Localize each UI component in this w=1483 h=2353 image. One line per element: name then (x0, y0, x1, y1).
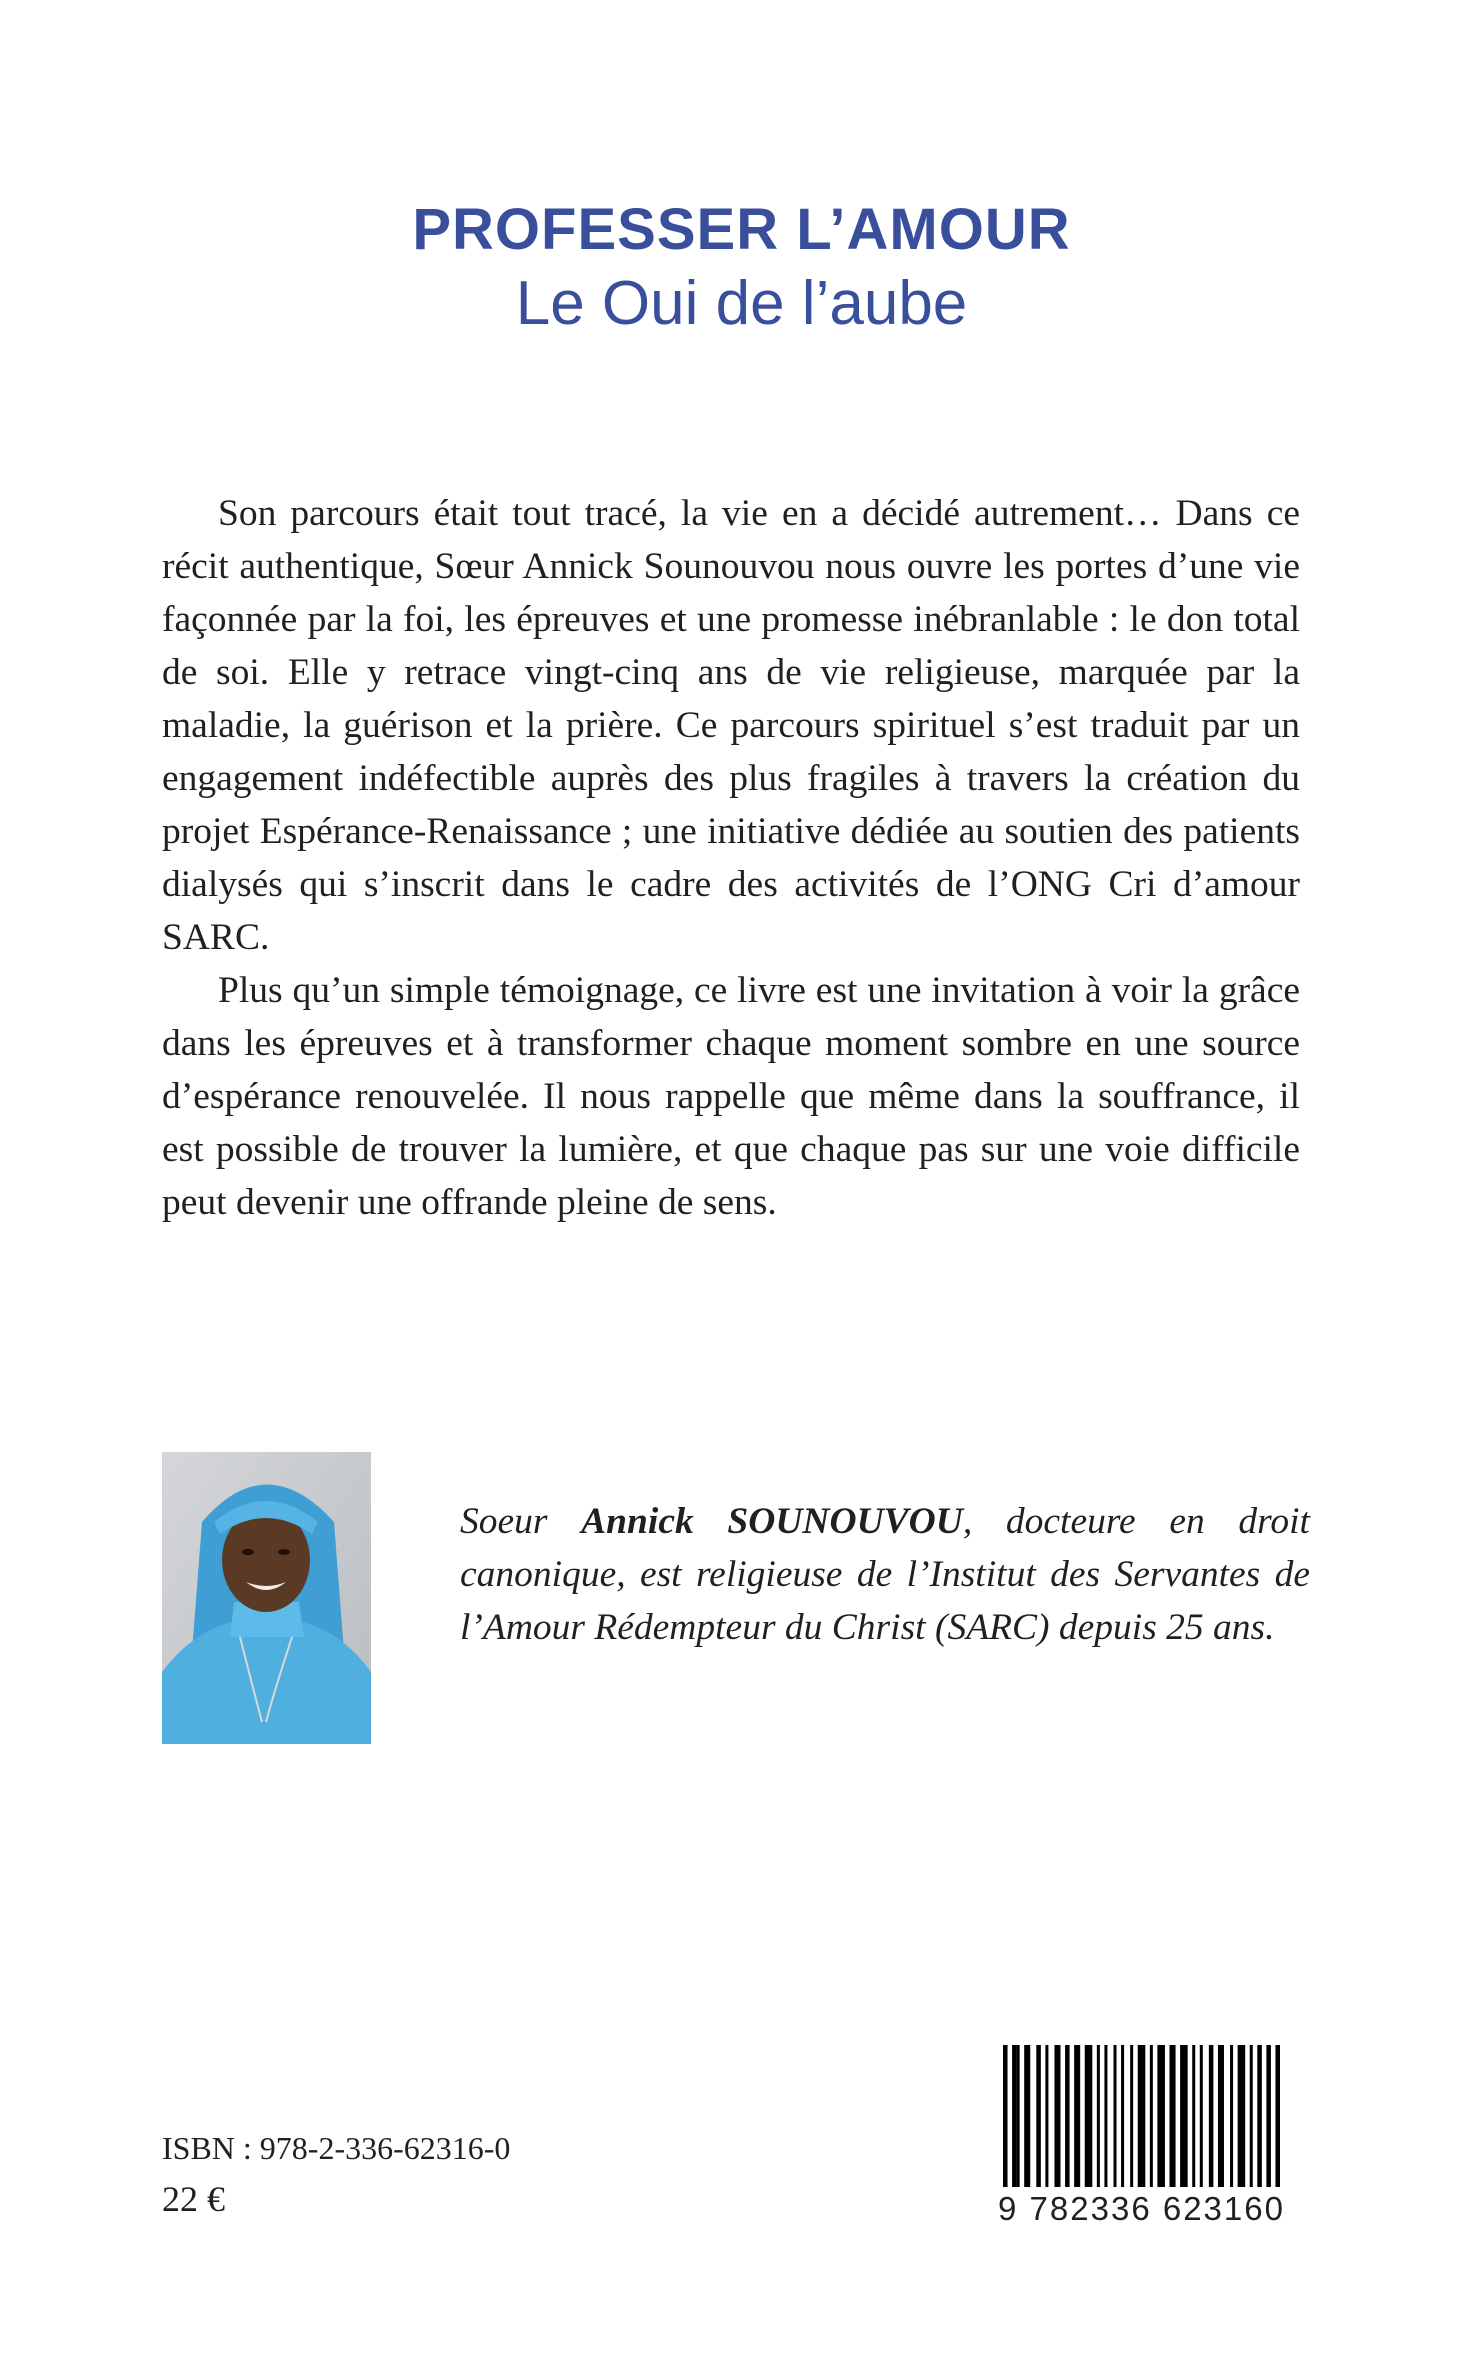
blurb-paragraph-2: Plus qu’un simple témoignage, ce livre est une invitation à voir la grâce dans les épreuves et à transformer chaque moment sombre en une source d’espérance renouvelée. Il nous rappelle que même dans la souffrance, il est possible de trouver la lumière, et que chaque pas sur une voie difficile peut devenir une offrande pleine de sens. (162, 970, 1300, 1223)
barcode-bar (1045, 2045, 1048, 2195)
barcode-bar (1266, 2045, 1271, 2195)
barcode-bar (1180, 2045, 1188, 2195)
author-prefix: Soeur (460, 1501, 582, 1542)
price-text: 22 € (162, 2179, 225, 2219)
barcode-bar (1114, 2045, 1117, 2195)
barcode-bar (1150, 2045, 1153, 2195)
barcode-bar (1238, 2045, 1246, 2195)
barcode-bar (1036, 2045, 1041, 2195)
barcode-bar (1138, 2045, 1146, 2195)
barcode-bar (1230, 2045, 1233, 2195)
barcode-bar (1170, 2045, 1176, 2195)
barcode-bar (1003, 2045, 1008, 2195)
barcode-bar (1257, 2045, 1262, 2195)
title-block (0, 195, 1483, 343)
barcode-bar (1097, 2045, 1100, 2195)
barcode-bar (1017, 2045, 1020, 2195)
barcode-bar (1209, 2045, 1214, 2195)
barcode-bar (1104, 2045, 1107, 2195)
barcode-bar (1121, 2045, 1124, 2195)
barcode-bar (1192, 2045, 1195, 2195)
book-subtitle: Le Oui de l’aube (515, 269, 968, 338)
author-bio-text (460, 1495, 1310, 1654)
barcode-bar (1024, 2045, 1030, 2195)
barcode-bar (1130, 2045, 1133, 2195)
barcode-number: 9 782336 623160 (993, 2187, 1290, 2231)
barcode-bar (1200, 2045, 1203, 2195)
barcode-bar (1012, 2045, 1017, 2195)
author-bio-rest: , docteure en droit canonique, est religieuse de l’Institut des Servantes de l’Amour Rédempteur du Christ (SARC) depuis 25 ans. (460, 1501, 1310, 1648)
barcode-bar (1085, 2045, 1093, 2195)
back-cover-blurb (162, 487, 1300, 1229)
barcode-bar (1054, 2045, 1060, 2195)
author-bio (460, 1495, 1310, 1654)
book-title: PROFESSER L’AMOUR (412, 197, 1071, 262)
barcode-bar (1250, 2045, 1253, 2195)
barcode-bar (1074, 2045, 1080, 2195)
barcode-bar (1218, 2045, 1224, 2195)
barcode-bar (1275, 2045, 1280, 2195)
barcode-bar (1065, 2045, 1070, 2195)
author-name: Annick SOUNOUVOU (581, 1501, 963, 1542)
barcode-bar (1157, 2045, 1165, 2195)
blurb-paragraph-1: Son parcours était tout tracé, la vie en a décidé autrement… Dans ce récit authentique, Sœur Annick Sounouvou nous ouvre les portes d’une vie façonnée par la foi, les épreuves et une promesse inébranlable : le don total de soi. Elle y retrace vingt-cinq ans de vie religieuse, marquée par la maladie, la guérison et la prière. Ce parcours spirituel s’est traduit par un engagement indéfectible auprès des plus fragiles à travers la création du projet Espérance-Renaissance ; une initiative dédiée au soutien des patients dialysés qui s’inscrit dans le cadre des activités de l’ONG Cri d’amour SARC. (162, 493, 1300, 958)
isbn-text: ISBN : 978-2-336-62316-0 (162, 2130, 511, 2166)
author-photo (162, 1452, 371, 1744)
